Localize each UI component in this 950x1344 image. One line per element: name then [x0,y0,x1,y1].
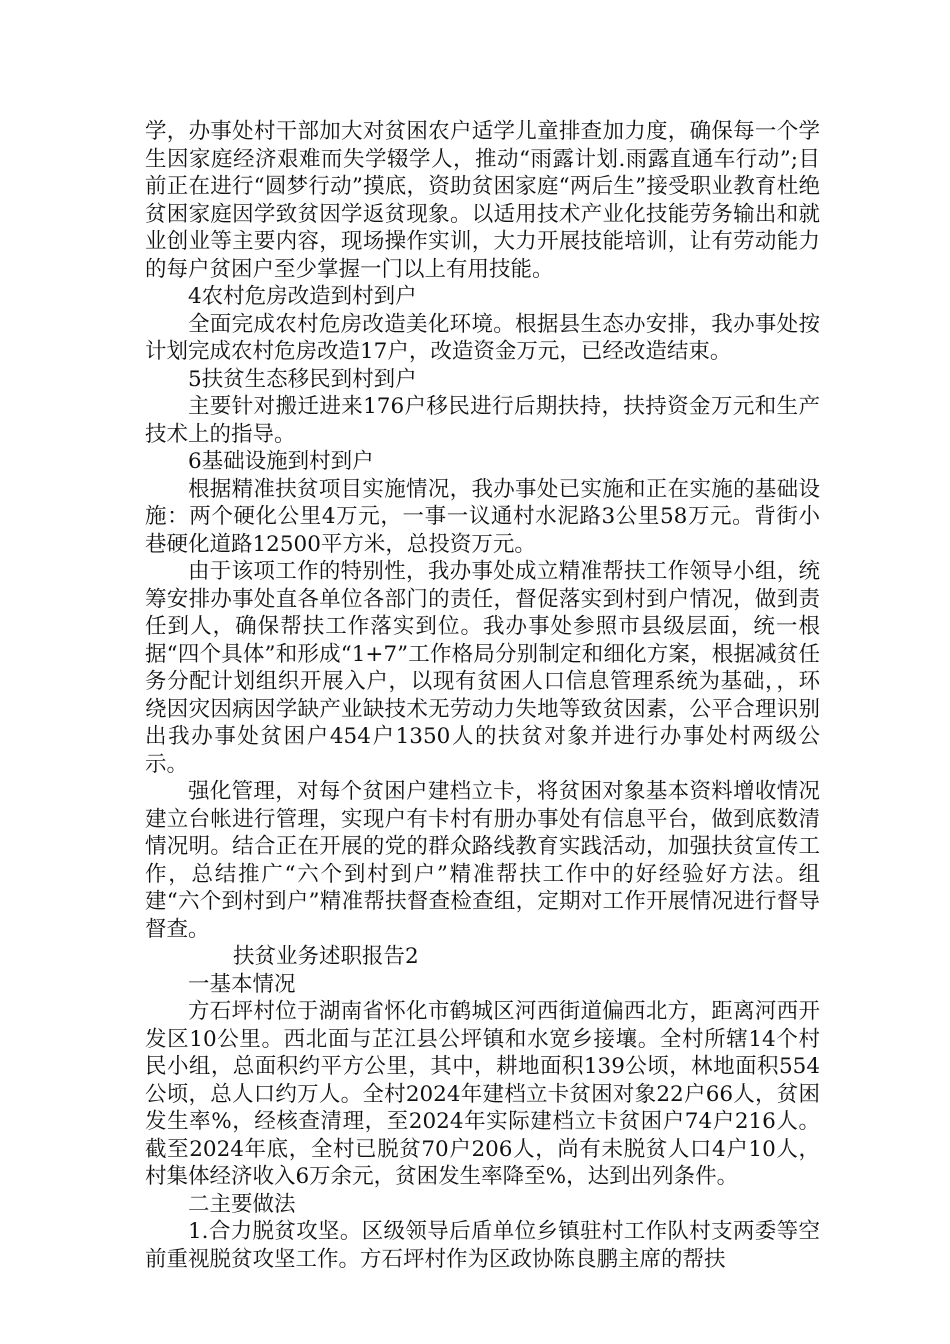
section-heading-main-practices: 二主要做法 [188,1191,296,1217]
paragraph-education-support: 学，办事处村干部加大对贫困农户适学儿童排查加力度，确保每一个学生因家庭经济艰难而失学辍学人，推动“雨露计划.雨露直通车行动”;目前正在进行“圆梦行动”摸底，资助贫困家庭“两后生”接受职业教育杜绝贫困家庭因学致贫因学返贫现象。以适用技术产业化技能劳务输出和就业创业等主要内容，现场操作实训，大力开展技能培训，让有劳动能力的每户贫困户至少掌握一门以上有用技能。 [145,119,820,282]
report-title: 扶贫业务述职报告2 [233,944,419,969]
paragraph-relocation: 主要针对搬迁进来176户移民进行后期扶持，扶持资金万元和生产技术上的指导。 [145,394,820,447]
paragraph-housing: 全面完成农村危房改造美化环境。根据县生态办安排，我办事处按计划完成农村危房改造17户，改造资金万元，已经改造结束。 [145,311,820,364]
paragraph-organization: 由于该项工作的特别性，我办事处成立精准帮扶工作领导小组，统筹安排办事处直各单位各部门的责任，督促落实到村到户情况，做到责任到人，确保帮扶工作落实到位。我办事处参照市县级层面，统一根据“四个具体”和形成“1+7”工作格局分别制定和细化方案，根据减贫任务分配计划组织开展入户，以现有贫困人口信息管理系统为基础，，环绕因灾因病因学缺产业缺技术无劳动力失地等致贫因素，公平合理识别出我办事处贫困户454户1350人的扶贫对象并进行办事处村两级公示。 [145,559,820,777]
section-heading-infrastructure: 6基础设施到村到户 [188,449,374,474]
paragraph-joint-efforts: 1.合力脱贫攻坚。区级领导后盾单位乡镇驻村工作队村支两委等空前重视脱贫攻坚工作。方石坪村作为区政协陈良鹏主席的帮扶 [145,1219,820,1272]
paragraph-basic-info: 方石坪村位于湖南省怀化市鹤城区河西街道偏西北方，距离河西开发区10公里。西北面与芷江县公坪镇和水宽乡接壤。全村所辖14个村民小组，总面积约平方公里，其中，耕地面积139公顷，林地面积554公顷，总人口约万人。全村2024年建档立卡贫困对象22户66人，贫困发生率%，经核查清理，至2024年实际建档立卡贫困户74户216人。截至2024年底，全村已脱贫70户206人，尚有未脱贫人口4户10人，村集体经济收入6万余元，贫困发生率降至%，达到出列条件。 [145,999,820,1189]
paragraph-management: 强化管理，对每个贫困户建档立卡，将贫困对象基本资料增收情况建立台帐进行管理，实现户有卡村有册办事处有信息平台，做到底数清情况明。结合正在开展的党的群众路线教育实践活动，加强扶贫宣传工作，总结推广“六个到村到户”精准帮扶工作中的好经验好方法。组建“六个到村到户”精准帮扶督查检查组，定期对工作开展情况进行督导督查。 [145,779,820,942]
paragraph-infrastructure: 根据精准扶贫项目实施情况，我办事处已实施和正在实施的基础设施：两个硬化公里4万元，一事一议通村水泥路3公里58万元。背街小巷硬化道路12500平方米，总投资万元。 [145,476,820,557]
section-heading-relocation: 5扶贫生态移民到村到户 [188,366,417,392]
section-heading-basic-info: 一基本情况 [188,971,296,997]
section-heading-housing: 4农村危房改造到村到户 [188,284,417,309]
document-page [145,118,820,1273]
